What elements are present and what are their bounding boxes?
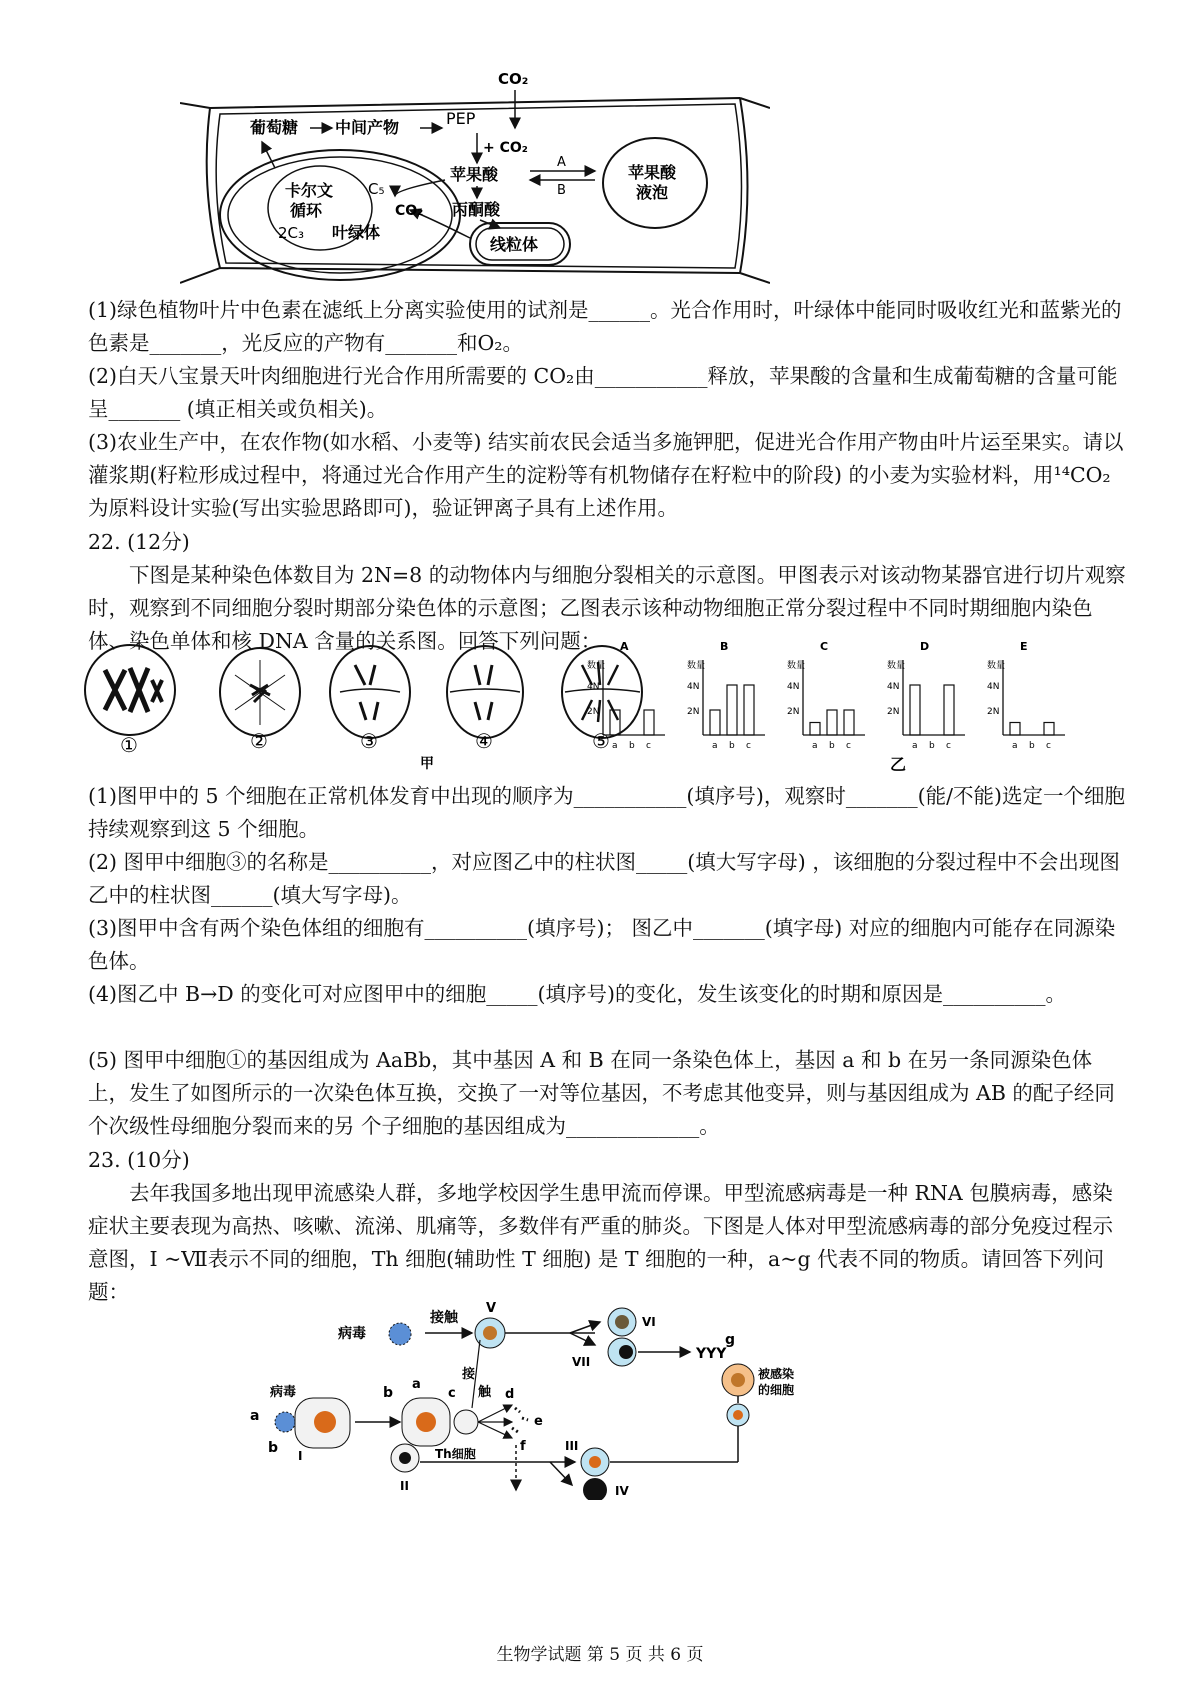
chart-D-title: D [920, 640, 930, 653]
q23-intro: 去年我国多地出现甲流感染人群，多地学校因学生患甲流而停课。甲型流感病毒是一种 RNA 包膜病毒，感染症状主要表现为高热、咳嗽、流涕、肌痛等，多数伴有严重的肺炎。下图是人体对甲型流感病毒的部分免疫过程示意图，Ⅰ ~Ⅶ表示不同的细胞，Th 细胞(辅助性 T 细胞) 是 T 细胞的一种，a~g 代表不同的物质。请回答下列问题： [88, 1181, 1113, 1304]
immune-response-diagram [250, 1300, 870, 1500]
cell-2-label: ② [250, 729, 268, 753]
chart-B-title: B [720, 640, 729, 653]
malate-label: 苹果酸 [450, 165, 499, 184]
arrow-a-label: A [557, 155, 566, 170]
cell-1 [85, 645, 175, 735]
contact-mid-label-1: 接 [462, 1367, 476, 1382]
chart-C-bar-c [844, 710, 854, 735]
chart-A-xtick-b: b [629, 741, 635, 751]
cell-4-label: ④ [475, 729, 493, 753]
chart-E-xtick-b: b [1029, 741, 1035, 751]
chart-A-bar-c [644, 710, 654, 735]
cam-cell-diagram [180, 68, 770, 290]
g-label: g [725, 1332, 736, 1348]
chart-E-xtick-a: a [1012, 741, 1018, 751]
chart-C-bar-b [827, 710, 837, 735]
cell-1-label: ① [120, 733, 138, 757]
virus-left-label: 病毒 [270, 1385, 297, 1400]
chart-C-tick-2n: 2N [787, 707, 800, 717]
a-mid-label: a [412, 1377, 421, 1392]
e-label: e [534, 1414, 543, 1429]
chart-A-ylabel: 数量 [587, 661, 606, 671]
pep-label: PEP [446, 109, 476, 128]
q22-header: 22. (12分) [88, 530, 190, 554]
chart-C-title: C [820, 640, 829, 653]
chart-B-xtick-b: b [729, 741, 735, 751]
mitochondria-label: 线粒体 [490, 235, 539, 254]
virus-top [389, 1323, 411, 1345]
chart-C-ylabel: 数量 [787, 661, 806, 671]
q22-part1: (1)图甲中的 5 个细胞在正常机体发育中出现的顺序为___________(填序号)，观察时_______(能/不能)选定一个细胞持续观察到这 5 个细胞。 [88, 784, 1126, 841]
cell-5-label: ⑤ [592, 729, 610, 753]
cell-iv [583, 1478, 607, 1500]
chart-C-xtick-b: b [829, 741, 835, 751]
co2-top-label: CO₂ [498, 70, 529, 88]
glucose-label: 葡萄糖 [250, 118, 299, 137]
contact-mid-label-2: 触 [478, 1385, 492, 1400]
intermediate-label: 中间产物 [335, 118, 400, 137]
q21-part3: (3)农业生产中，在农作物(如水稻、小麦等) 结实前农民会适当多施钾肥，促进光合作用产物由叶片运至果实。请以灌浆期(籽粒形成过程中，将通过光合作用产生的淀粉等有机物储存在籽粒中的阶段) 的小麦为实验材料，用¹⁴CO₂为原料设计实验(写出实验思路即可)，验证钾离子具有上述作用。 [88, 430, 1124, 520]
fig-yi-label: 乙 [890, 755, 907, 774]
q22-part4: (4)图乙中 B→D 的变化可对应图甲中的细胞_____(填序号)的变化，发生该变化的时期和原因是__________。 [88, 982, 1066, 1006]
q22-part2: (2) 图甲中细胞③的名称是__________，对应图乙中的柱状图_____(填大写字母) ，该细胞的分裂过程中不会出现图乙中的柱状图______(填大写字母)。 [88, 850, 1120, 907]
chart-D-xtick-a: a [912, 741, 918, 751]
plus-co2-label: + CO₂ [483, 140, 528, 156]
b-mid-label: b [383, 1385, 394, 1401]
chart-A-tick-2n: 2N [587, 707, 600, 717]
chart-B-tick-4n: 4N [687, 682, 700, 692]
cell-3-label: ③ [360, 729, 378, 753]
chart-A-xtick-a: a [612, 741, 618, 751]
q23-header: 23. (10分) [88, 1148, 190, 1172]
chart-E-bar-a [1010, 723, 1020, 736]
c3-label: 2C₃ [278, 224, 305, 242]
cell-4 [447, 646, 523, 738]
pyruvate-label: 丙酮酸 [452, 200, 501, 219]
chart-E-ylabel: 数量 [987, 661, 1006, 671]
calvin-label-1: 卡尔文 [285, 181, 334, 200]
q22-intro: 下图是某种染色体数目为 2N=8 的动物体内与细胞分裂相关的示意图。甲图表示对该动物某器官进行切片观察时，观察到不同细胞分裂时期部分染色体的示意图；乙图表示该种动物细胞正常分裂过程中不同时期细胞内染色体、染色单体和核 DNA 含量的关系图。回答下列问题： [88, 563, 1126, 653]
cell-vi-label: VI [642, 1315, 656, 1329]
calvin-label-2: 循环 [290, 201, 323, 220]
chart-D-ylabel: 数量 [887, 661, 906, 671]
chart-B-ylabel: 数量 [687, 661, 706, 671]
f-label: f [520, 1439, 526, 1454]
chart-D-bar-a [910, 685, 920, 735]
b-left-label: b [268, 1440, 279, 1456]
vacuole-label-1: 苹果酸 [628, 163, 677, 182]
antibody-glyphs: YYY [696, 1346, 727, 1362]
chart-E-xtick-c: c [1046, 741, 1051, 751]
q22-part5: (5) 图甲中细胞①的基因组成为 AaBb，其中基因 A 和 B 在同一条染色体上，基因 a 和 b 在另一条同源染色体上，发生了如图所示的一次染色体互换，交换了一对等位基因，不考虑其他变异，则与基因组成为 AB 的配子经同 个次级性母细胞分裂而来的另 个子细胞的基因组成为_____________。 [88, 1048, 1115, 1138]
chart-B-bar-c [744, 685, 754, 735]
cell-ii-label: II [400, 1479, 409, 1493]
cell-iv-label: IV [615, 1484, 629, 1498]
cell-iii-label: III [565, 1439, 579, 1453]
cell-division-figure [70, 640, 1130, 780]
d-label: d [505, 1387, 515, 1402]
chart-B-bar-a [710, 710, 720, 735]
chart-E-tick-2n: 2N [987, 707, 1000, 717]
c-label: c [448, 1386, 456, 1401]
page-footer: 生物学试题 第 5 页 共 6 页 [496, 1645, 704, 1665]
chart-D-bar-c [944, 685, 954, 735]
contact-top-label: 接触 [430, 1310, 458, 1326]
th-label: Th细胞 [435, 1447, 476, 1461]
vacuole-label-2: 液泡 [636, 183, 669, 202]
cell-vii-label: VII [572, 1355, 591, 1369]
chart-E-tick-4n: 4N [987, 682, 1000, 692]
arrow-b-label: B [557, 183, 566, 198]
chart-B-xtick-c: c [746, 741, 751, 751]
infected-label-2: 的细胞 [758, 1383, 795, 1397]
chart-B-bar-b [727, 685, 737, 735]
chart-C-bar-a [810, 723, 820, 736]
chart-D-tick-4n: 4N [887, 682, 900, 692]
chart-B-tick-2n: 2N [687, 707, 700, 717]
chart-C-tick-4n: 4N [787, 682, 800, 692]
cell-v-label: V [486, 1301, 497, 1316]
chart-B-xtick-a: a [712, 741, 718, 751]
infected-label-1: 被感染 [758, 1367, 795, 1381]
bar-charts [587, 640, 1065, 751]
chart-A-tick-4n: 4N [587, 682, 600, 692]
fig-jia-label: 甲 [420, 756, 434, 772]
virus-left [275, 1412, 295, 1432]
q21-part2: (2)白天八宝景天叶肉细胞进行光合作用所需要的 CO₂由___________释放，苹果酸的含量和生成葡萄糖的含量可能呈_______ (填正相关或负相关)。 [88, 364, 1118, 421]
q21-part1: (1)绿色植物叶片中色素在滤纸上分离实验使用的试剂是______。光合作用时，叶绿体中能同时吸收红光和蓝紫光的色素是_______，光反应的产物有_______和O₂。 [88, 298, 1122, 355]
chart-D-tick-2n: 2N [887, 707, 900, 717]
virus-top-label: 病毒 [338, 1326, 366, 1342]
cell-5 [562, 646, 642, 738]
chart-A-title: A [620, 640, 629, 653]
chart-E-title: E [1020, 640, 1028, 653]
chart-C-xtick-a: a [812, 741, 818, 751]
chloroplast-label: 叶绿体 [332, 223, 381, 242]
a-left-label: a [250, 1408, 260, 1424]
chart-D-xtick-c: c [946, 741, 951, 751]
th-cell [454, 1410, 478, 1434]
cell-i-label: I [298, 1449, 303, 1463]
co2-inner-label: CO₂ [395, 203, 424, 219]
chart-D-xtick-b: b [929, 741, 935, 751]
chart-C-xtick-c: c [846, 741, 851, 751]
c5-label: C₅ [368, 180, 385, 198]
q22-part3: (3)图甲中含有两个染色体组的细胞有__________(填序号)； 图乙中_______(填字母) 对应的细胞内可能存在同源染色体。 [88, 916, 1116, 973]
chart-E-bar-c [1044, 723, 1054, 736]
chart-A-xtick-c: c [646, 741, 651, 751]
